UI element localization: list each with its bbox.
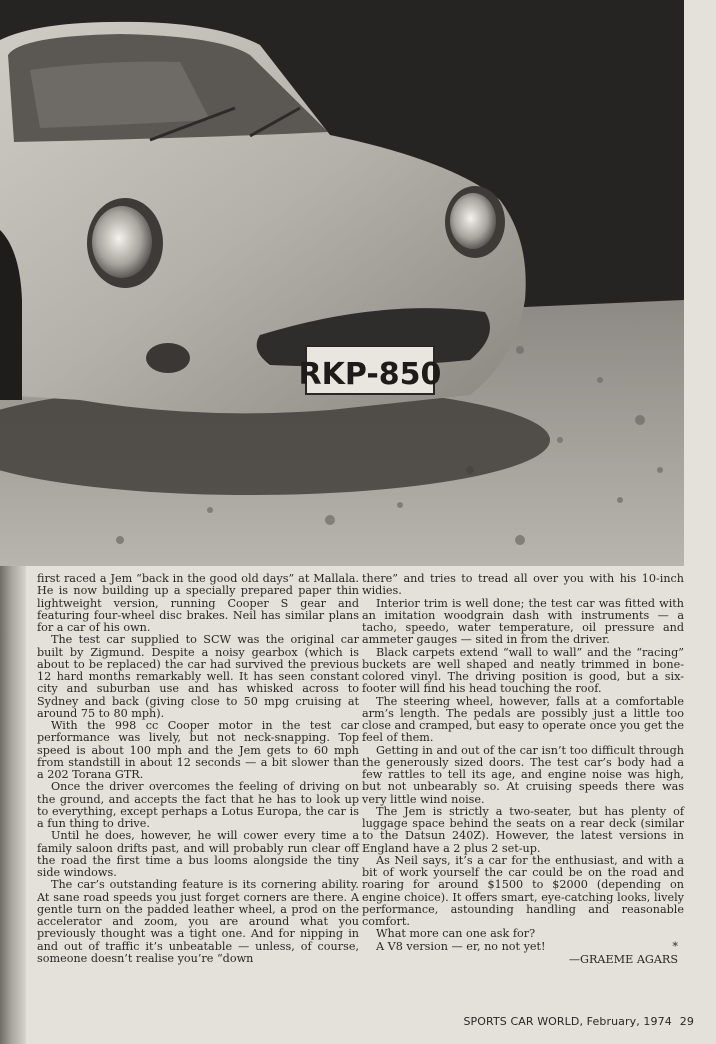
end-mark: * bbox=[672, 939, 678, 953]
paragraph: What more can one ask for? bbox=[376, 927, 536, 941]
paragraph: With the 998 cc Cooper motor in the test car performance was lively, but not neck-snapping. Top speed is about 100 mph and the Jem gets to 60 mph from standstill in about 12 seconds — a bit slower than a 202 Torana GTR. bbox=[37, 719, 359, 781]
paragraph: Getting in and out of the car isn’t too difficult through the generously sized doors. The test car’s body had a few rattles to tell its age, and engine noise was high, but not unbearably so. At cruising speeds there was very little wind noise. bbox=[362, 743, 684, 806]
plate-number: RKP-850 bbox=[298, 357, 442, 392]
paragraph: The steering wheel, however, falls at a comfortable arm’s length. The pedals are possibly just a little too close and cramped, but easy to operate once you get the feel of them. bbox=[362, 694, 684, 745]
page-number: 29 bbox=[679, 1015, 694, 1028]
paragraph: there” and tries to tread all over you with his 10-inch widies. bbox=[362, 572, 684, 598]
paragraph: first raced a Jem “back in the good old days” at Mallala. He is now building up a specially prepared paper thin lightweight version, running Cooper S gear and featuring four-wheel disc brakes. Neil has similar plans for a car of his own. bbox=[37, 572, 359, 634]
paragraph: The test car supplied to SCW was the original car built by Zigmund. Despite a noisy gearbox (which is about to be replaced) the car had survived the previous 12 hard months remarkably well. It has seen constant city and suburban use and has whisked across to Sydney and back (giving close to 50 mpg cruising at around 75 to 80 mph). bbox=[37, 633, 359, 720]
paragraph: The Jem is strictly a two-seater, but has plenty of luggage space behind the seats on a rear deck (similar to the Datsun 240Z). However, the latest versions in England have a 2 plus 2 set-up. bbox=[362, 804, 684, 855]
paragraph: The car’s outstanding feature is its cornering ability. At sane road speeds you just forget corners are there. A gentle turn on the padded leather wheel, a prod on the accelerator and zoom, you are around what you previously thought was a tight one. And for nipping in and out of traffic it’s unbeatable — unless, of course, someone doesn’t realise you’re “down bbox=[37, 878, 359, 965]
page-footer bbox=[463, 1015, 694, 1028]
byline: —GRAEME AGARS bbox=[568, 952, 678, 966]
publication-credit: SPORTS CAR WORLD, February, 1974 bbox=[463, 1015, 672, 1028]
article-column-right bbox=[362, 573, 684, 966]
paragraph: Interior trim is well done; the test car was fitted with an imitation woodgrain dash with instruments — a tacho, speedo, water temperature, oil pressure and ammeter gauges — sited in from the driver. bbox=[362, 596, 684, 647]
article-column-left bbox=[37, 573, 359, 965]
paragraph: Until he does, however, he will cower every time a family saloon drifts past, and will probably run clear off the road the first time a bus looms alongside the tiny side windows. bbox=[37, 829, 359, 879]
paragraph: Once the driver overcomes the feeling of driving on the ground, and accepts the fact that he has to look up to everything, except perhaps a Lotus Europa, the car is a fun thing to drive. bbox=[37, 780, 359, 830]
closing-line: A V8 version — er, no not yet! bbox=[376, 939, 546, 953]
paragraph: As Neil says, it’s a car for the enthusiast, and with a bit of work yourself the car could be on the road and roaring for around $1500 to $2000 (depending on engine choice). It offers smart, eye-catching looks, lively performance, astounding handling and reasonable comfort. bbox=[362, 853, 684, 928]
closing-line-row bbox=[362, 941, 684, 953]
paragraph: Black carpets extend “wall to wall” and the “racing” buckets are well shaped and neatly trimmed in bone-colored vinyl. The driving position is good, but a six-footer will find his head touching the roof. bbox=[362, 645, 684, 696]
